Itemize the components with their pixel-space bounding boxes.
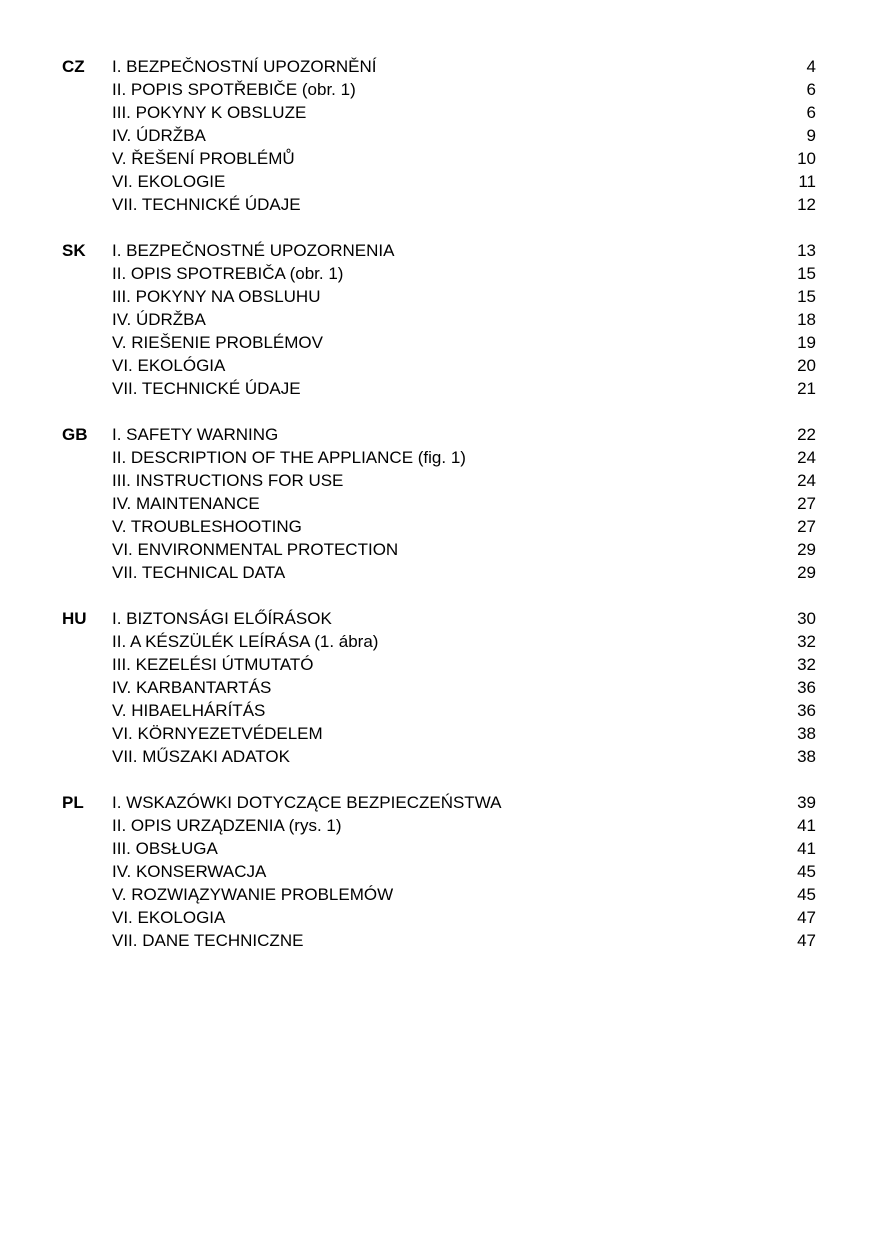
toc-entry-page: 24 — [797, 471, 816, 490]
toc-entry[interactable] — [0, 699, 874, 722]
toc-entry-page: 39 — [797, 793, 816, 812]
toc-entry-title: VII. MŰSZAKI ADATOK — [112, 747, 290, 766]
toc-entry-title: VII. DANE TECHNICZNE — [112, 931, 304, 950]
language-code: CZ — [62, 57, 85, 76]
toc-entry-title: VI. EKOLOGIE — [112, 172, 226, 191]
toc-entry-page: 11 — [798, 172, 816, 191]
toc-entry-title: V. TROUBLESHOOTING — [112, 517, 302, 536]
toc-entry[interactable] — [0, 262, 874, 285]
toc-entry-page: 29 — [797, 563, 816, 582]
toc-entry-title: I. WSKAZÓWKI DOTYCZĄCE BEZPIECZEŃSTWA — [112, 793, 502, 812]
toc-entry-title: II. OPIS URZĄDZENIA (rys. 1) — [112, 816, 342, 835]
toc-entry-page: 32 — [797, 632, 816, 651]
toc-entry-page: 20 — [797, 356, 816, 375]
toc-entry[interactable] — [0, 676, 874, 699]
toc-entry-title: V. RIEŠENIE PROBLÉMOV — [112, 333, 323, 352]
toc-entry[interactable] — [0, 469, 874, 492]
toc-entry-page: 18 — [797, 310, 816, 329]
toc-entry[interactable] — [0, 354, 874, 377]
toc-entry[interactable] — [0, 446, 874, 469]
toc-entry-title: III. POKYNY K OBSLUZE — [112, 103, 307, 122]
toc-entry-title: V. ROZWIĄZYWANIE PROBLEMÓW — [112, 885, 394, 904]
toc-entry-title: IV. ÚDRŽBA — [112, 126, 206, 145]
toc-entry-page: 41 — [797, 839, 816, 858]
toc-entry-title: IV. ÚDRŽBA — [112, 310, 206, 329]
toc-section-cz — [0, 55, 874, 216]
toc-entry[interactable] — [0, 929, 874, 952]
toc-entry[interactable] — [0, 745, 874, 768]
toc-entry[interactable] — [0, 55, 874, 78]
toc-entry-title: II. A KÉSZÜLÉK LEÍRÁSA (1. ábra) — [112, 632, 379, 651]
toc-entry-title: III. KEZELÉSI ÚTMUTATÓ — [112, 655, 314, 674]
toc-section-sk — [0, 239, 874, 400]
toc-entry-title: I. SAFETY WARNING — [112, 425, 279, 444]
toc-entry-title: II. DESCRIPTION OF THE APPLIANCE (fig. 1) — [112, 448, 466, 467]
toc-entry-page: 9 — [806, 126, 816, 145]
toc-entry[interactable] — [0, 630, 874, 653]
toc-entry[interactable] — [0, 860, 874, 883]
toc-entry[interactable] — [0, 837, 874, 860]
toc-entry-title: IV. KARBANTARTÁS — [112, 678, 272, 697]
toc-entry-page: 36 — [797, 701, 816, 720]
toc-entry[interactable] — [0, 906, 874, 929]
toc-entry-page: 19 — [797, 333, 816, 352]
toc-entry[interactable] — [0, 124, 874, 147]
toc-entry-title: II. POPIS SPOTŘEBIČE (obr. 1) — [112, 80, 356, 99]
table-of-contents — [0, 55, 874, 975]
toc-entry[interactable] — [0, 331, 874, 354]
toc-entry-title: VII. TECHNICKÉ ÚDAJE — [112, 379, 301, 398]
toc-entry[interactable] — [0, 883, 874, 906]
toc-entry[interactable] — [0, 377, 874, 400]
toc-entry-title: VI. ENVIRONMENTAL PROTECTION — [112, 540, 399, 559]
toc-entry-page: 47 — [797, 908, 816, 927]
toc-entry[interactable] — [0, 492, 874, 515]
toc-entry-page: 10 — [797, 149, 816, 168]
toc-entry-page: 24 — [797, 448, 816, 467]
toc-entry[interactable] — [0, 239, 874, 262]
language-code: GB — [62, 425, 88, 444]
toc-entry-title: III. INSTRUCTIONS FOR USE — [112, 471, 344, 490]
toc-entry-title: VI. KÖRNYEZETVÉDELEM — [112, 724, 323, 743]
toc-section-gb — [0, 423, 874, 584]
toc-entry-title: I. BEZPEČNOSTNÉ UPOZORNENIA — [112, 241, 395, 260]
toc-entry-page: 6 — [806, 80, 816, 99]
language-code: PL — [62, 793, 84, 812]
toc-entry-page: 21 — [797, 379, 816, 398]
toc-entry-page: 15 — [797, 287, 816, 306]
toc-entry[interactable] — [0, 722, 874, 745]
toc-entry-title: VII. TECHNICKÉ ÚDAJE — [112, 195, 301, 214]
toc-entry-page: 30 — [797, 609, 816, 628]
toc-entry-page: 47 — [797, 931, 816, 950]
toc-entry[interactable] — [0, 147, 874, 170]
toc-entry-page: 15 — [797, 264, 816, 283]
toc-entry-page: 6 — [806, 103, 816, 122]
toc-entry-page: 13 — [797, 241, 816, 260]
toc-entry-page: 4 — [806, 57, 816, 76]
toc-entry[interactable] — [0, 515, 874, 538]
toc-entry-title: II. OPIS SPOTREBIČA (obr. 1) — [112, 264, 344, 283]
toc-entry[interactable] — [0, 170, 874, 193]
toc-entry[interactable] — [0, 308, 874, 331]
toc-entry-page: 29 — [797, 540, 816, 559]
toc-entry-title: VII. TECHNICAL DATA — [112, 563, 286, 582]
toc-entry-title: III. OBSŁUGA — [112, 839, 218, 858]
toc-entry[interactable] — [0, 653, 874, 676]
toc-entry-page: 38 — [797, 747, 816, 766]
toc-entry-page: 45 — [797, 862, 816, 881]
toc-entry[interactable] — [0, 538, 874, 561]
toc-entry-title: I. BEZPEČNOSTNÍ UPOZORNĚNÍ — [112, 57, 377, 76]
toc-entry[interactable] — [0, 285, 874, 308]
toc-entry-page: 27 — [797, 517, 816, 536]
toc-entry[interactable] — [0, 423, 874, 446]
toc-entry-title: V. ŘEŠENÍ PROBLÉMŮ — [112, 149, 295, 168]
toc-entry-title: IV. MAINTENANCE — [112, 494, 260, 513]
toc-entry-page: 36 — [797, 678, 816, 697]
toc-entry[interactable] — [0, 791, 874, 814]
toc-section-hu — [0, 607, 874, 768]
toc-entry-title: I. BIZTONSÁGI ELŐÍRÁSOK — [112, 609, 332, 628]
toc-entry-page: 27 — [797, 494, 816, 513]
toc-section-pl — [0, 791, 874, 952]
toc-entry-title: VI. EKOLÓGIA — [112, 356, 226, 375]
toc-entry-page: 12 — [797, 195, 816, 214]
toc-entry[interactable] — [0, 101, 874, 124]
toc-entry-title: IV. KONSERWACJA — [112, 862, 267, 881]
toc-entry[interactable] — [0, 193, 874, 216]
toc-entry-page: 41 — [797, 816, 816, 835]
toc-entry-page: 38 — [797, 724, 816, 743]
toc-entry-title: V. HIBAELHÁRÍTÁS — [112, 701, 266, 720]
language-code: HU — [62, 609, 87, 628]
toc-entry[interactable] — [0, 561, 874, 584]
toc-entry[interactable] — [0, 814, 874, 837]
language-code: SK — [62, 241, 86, 260]
toc-entry-page: 45 — [797, 885, 816, 904]
toc-entry-page: 32 — [797, 655, 816, 674]
toc-entry[interactable] — [0, 78, 874, 101]
toc-entry[interactable] — [0, 607, 874, 630]
toc-entry-page: 22 — [797, 425, 816, 444]
toc-entry-title: VI. EKOLOGIA — [112, 908, 226, 927]
toc-entry-title: III. POKYNY NA OBSLUHU — [112, 287, 321, 306]
